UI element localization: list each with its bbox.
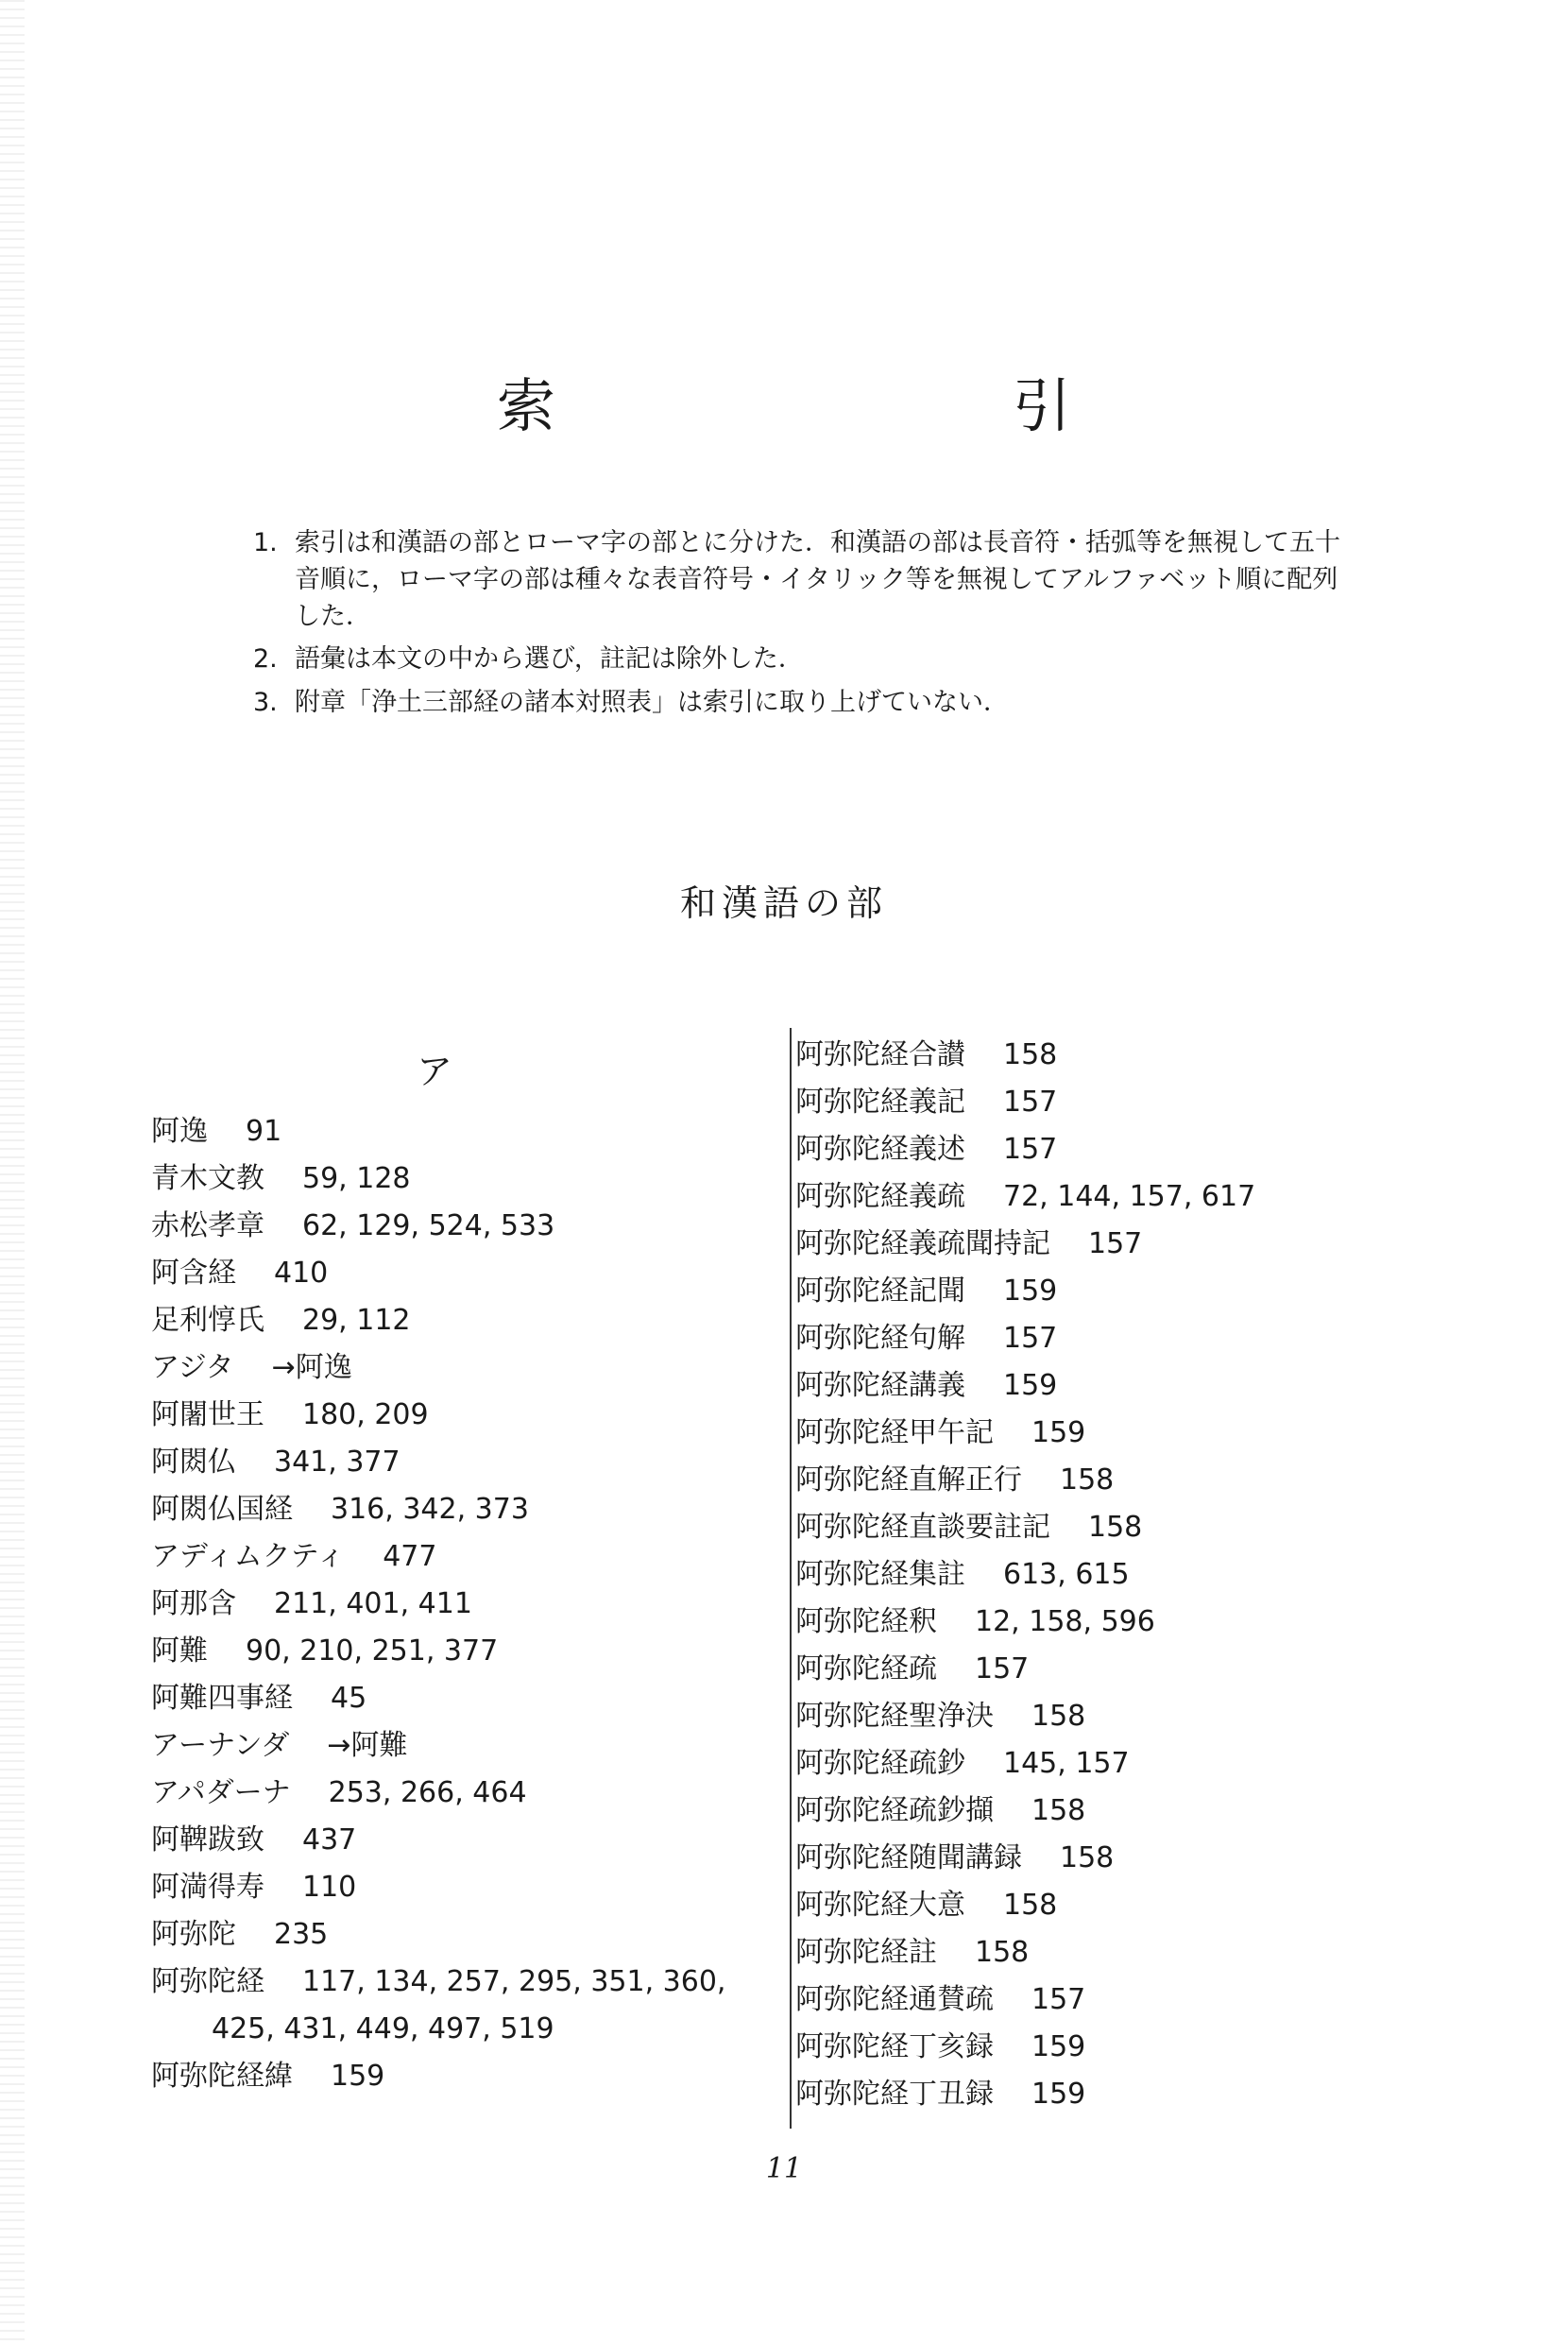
page-title: 索 引 [496, 371, 1185, 440]
index-term: 阿弥陀経大意 [795, 1889, 965, 1922]
index-term: 阿弥陀経疏 [795, 1652, 937, 1685]
index-entry [795, 1032, 1324, 1079]
index-entry [795, 1835, 1324, 1882]
note-number: 3. [253, 687, 278, 717]
index-pages: →阿逸 [271, 1351, 352, 1384]
index-pages: →阿難 [327, 1729, 408, 1762]
index-pages: 145, 157 [1003, 1747, 1130, 1780]
note-number: 1. [253, 528, 278, 557]
index-pages: 341, 377 [274, 1446, 401, 1479]
index-term: 阿閦仏国経 [151, 1493, 293, 1526]
kana-heading: ア [416, 1051, 452, 1092]
index-pages: 158 [1003, 1038, 1058, 1071]
index-term: 阿弥陀経註 [795, 1936, 937, 1969]
index-entry [795, 1646, 1324, 1693]
index-entry [795, 1599, 1324, 1646]
index-pages: 158 [1003, 1889, 1058, 1922]
index-pages: 157 [1031, 1983, 1086, 2016]
index-term: 阿弥陀経義述 [795, 1133, 965, 1166]
index-pages: 91 [246, 1115, 282, 1148]
index-term: アジタ [151, 1351, 234, 1384]
index-pages: 110 [302, 1871, 357, 1904]
index-pages: 158 [1088, 1511, 1143, 1544]
index-entry [151, 1486, 775, 1533]
page-number: 11 [765, 2152, 803, 2185]
index-term: 阿闍世王 [151, 1398, 264, 1431]
index-term: アディムクティ [151, 1540, 346, 1573]
index-term: 阿鞞跋致 [151, 1823, 264, 1856]
index-term: 赤松孝章 [151, 1209, 264, 1242]
index-entry [795, 1221, 1324, 1268]
index-pages: 59, 128 [302, 1162, 411, 1195]
index-pages: 158 [1060, 1841, 1115, 1874]
index-entry [151, 1581, 775, 1628]
index-entry [795, 1457, 1324, 1504]
index-entry [795, 2071, 1324, 2118]
index-entry [151, 1770, 775, 1817]
index-pages: 62, 129, 524, 533 [302, 1209, 555, 1242]
index-entry [151, 1203, 775, 1250]
index-pages: 316, 342, 373 [331, 1493, 529, 1526]
index-pages: 12, 158, 596 [975, 1605, 1155, 1638]
note-number: 2. [253, 644, 278, 675]
index-entry [151, 1392, 775, 1439]
scan-edge [0, 0, 25, 2344]
index-term: アーナンダ [151, 1729, 290, 1762]
index-term: 阿弥陀 [151, 1918, 236, 1951]
note-text: 語彙は本文の中から選び，註記は除外した． [295, 644, 804, 675]
index-entry [795, 1882, 1324, 1929]
index-pages: 425, 431, 449, 497, 519 [212, 2012, 554, 2045]
index-entry [795, 1126, 1324, 1173]
index-term: 阿弥陀経記聞 [795, 1275, 965, 1308]
index-pages: 437 [302, 1823, 357, 1856]
index-pages: 180, 209 [302, 1398, 429, 1431]
index-pages: 477 [383, 1540, 437, 1573]
index-entry [795, 1740, 1324, 1788]
note-item [253, 684, 1349, 721]
index-pages: 159 [1031, 2078, 1086, 2111]
note-text: 索引は和漢語の部とローマ字の部とに分けた．和漢語の部は長音符・括弧等を無視して五十音順に，ローマ字の部は種々な表音符号・イタリック等を無視してアルファベット順に配列した． [295, 528, 1340, 632]
index-term: 阿弥陀経直談要註記 [795, 1511, 1050, 1544]
index-term: 阿満得寿 [151, 1871, 264, 1904]
column-divider [790, 1028, 792, 2129]
index-pages: 157 [1003, 1086, 1058, 1119]
index-pages: 159 [1031, 2030, 1086, 2063]
index-term: 阿弥陀経講義 [795, 1369, 965, 1402]
index-entry [795, 1929, 1324, 1976]
index-pages: 158 [1031, 1700, 1086, 1733]
index-term: 阿弥陀経丁丑録 [795, 2078, 994, 2111]
index-pages: 157 [1003, 1322, 1058, 1355]
index-entry [795, 1410, 1324, 1457]
index-pages: 29, 112 [302, 1304, 411, 1337]
index-pages: 613, 615 [1003, 1558, 1130, 1591]
index-entry [795, 1362, 1324, 1410]
index-pages: 45 [331, 1682, 367, 1715]
index-pages: 90, 210, 251, 377 [246, 1634, 499, 1668]
index-term: 阿弥陀経甲午記 [795, 1416, 994, 1449]
index-pages: 159 [331, 2060, 385, 2093]
index-pages: 157 [975, 1652, 1030, 1685]
index-term: 阿弥陀経集註 [795, 1558, 965, 1591]
index-term: 阿逸 [151, 1115, 208, 1148]
index-term: 阿閦仏 [151, 1446, 236, 1479]
index-pages: 157 [1088, 1227, 1143, 1260]
index-term: 青木文教 [151, 1162, 264, 1195]
index-entry [795, 1268, 1324, 1315]
index-term: アパダーナ [151, 1776, 291, 1809]
index-entry [795, 1504, 1324, 1551]
index-entry [151, 1864, 775, 1911]
index-entry [151, 1817, 775, 1864]
index-term: 阿弥陀経 [151, 1965, 264, 1998]
index-term: 阿弥陀経丁亥録 [795, 2030, 994, 2063]
index-term: 阿弥陀経釈 [795, 1605, 937, 1638]
index-pages: 117, 134, 257, 295, 351, 360, [302, 1965, 726, 1998]
index-term: 阿弥陀経疏鈔擷 [795, 1794, 994, 1827]
index-term: 阿弥陀経合讃 [795, 1038, 965, 1071]
index-term: 阿弥陀経聖浄決 [795, 1700, 994, 1733]
index-entry [795, 1693, 1324, 1740]
index-pages: 157 [1003, 1133, 1058, 1166]
index-pages: 159 [1003, 1369, 1058, 1402]
index-term: 阿那含 [151, 1587, 236, 1620]
index-entry [151, 1533, 775, 1581]
index-pages: 159 [1031, 1416, 1086, 1449]
note-item [253, 641, 1349, 677]
index-entry [795, 2024, 1324, 2071]
index-entry [151, 1344, 775, 1392]
index-term: 阿弥陀経義記 [795, 1086, 965, 1119]
index-pages: 235 [274, 1918, 329, 1951]
index-term: 阿弥陀経随聞講録 [795, 1841, 1022, 1874]
index-entry [795, 1079, 1324, 1126]
section-heading: 和漢語の部 [679, 882, 888, 924]
notes-list [253, 524, 1349, 727]
index-entry [151, 1250, 775, 1297]
index-entry [151, 1297, 775, 1344]
index-pages: 159 [1003, 1275, 1058, 1308]
index-term: 阿弥陀経直解正行 [795, 1463, 1022, 1497]
index-term: 阿弥陀経疏鈔 [795, 1747, 965, 1780]
note-text: 附章「浄土三部経の諸本対照表」は索引に取り上げていない． [295, 687, 1009, 717]
index-column-left [151, 1044, 775, 2100]
index-entry [795, 1976, 1324, 2024]
index-term: 阿弥陀経義疏 [795, 1180, 965, 1213]
index-entry [151, 1911, 775, 1959]
index-entry [795, 1551, 1324, 1599]
index-entry [151, 1959, 775, 2006]
index-term: 阿難四事経 [151, 1682, 293, 1715]
index-pages: 211, 401, 411 [274, 1587, 472, 1620]
index-term: 阿含経 [151, 1257, 236, 1290]
index-term: 阿弥陀経句解 [795, 1322, 965, 1355]
index-entry [151, 1155, 775, 1203]
index-entry [151, 1628, 775, 1675]
index-entry [151, 1675, 775, 1722]
index-entry [151, 2006, 775, 2053]
index-pages: 158 [1060, 1463, 1115, 1497]
index-term: 阿難 [151, 1634, 208, 1668]
index-entry [151, 1722, 775, 1770]
index-term: 阿弥陀経緯 [151, 2060, 293, 2093]
index-term: 足利惇氏 [151, 1304, 264, 1337]
index-pages: 253, 266, 464 [328, 1776, 527, 1809]
index-entry [795, 1173, 1324, 1221]
index-entry [151, 1108, 775, 1155]
index-entry [151, 1439, 775, 1486]
index-column-right [795, 1032, 1324, 2118]
index-pages: 72, 144, 157, 617 [1003, 1180, 1256, 1213]
index-term: 阿弥陀経通賛疏 [795, 1983, 994, 2016]
index-pages: 158 [975, 1936, 1030, 1969]
note-item [253, 524, 1349, 635]
index-pages: 410 [274, 1257, 329, 1290]
index-entry [151, 2053, 775, 2100]
index-entry [795, 1788, 1324, 1835]
index-pages: 158 [1031, 1794, 1086, 1827]
index-entry [795, 1315, 1324, 1362]
index-term: 阿弥陀経義疏聞持記 [795, 1227, 1050, 1260]
